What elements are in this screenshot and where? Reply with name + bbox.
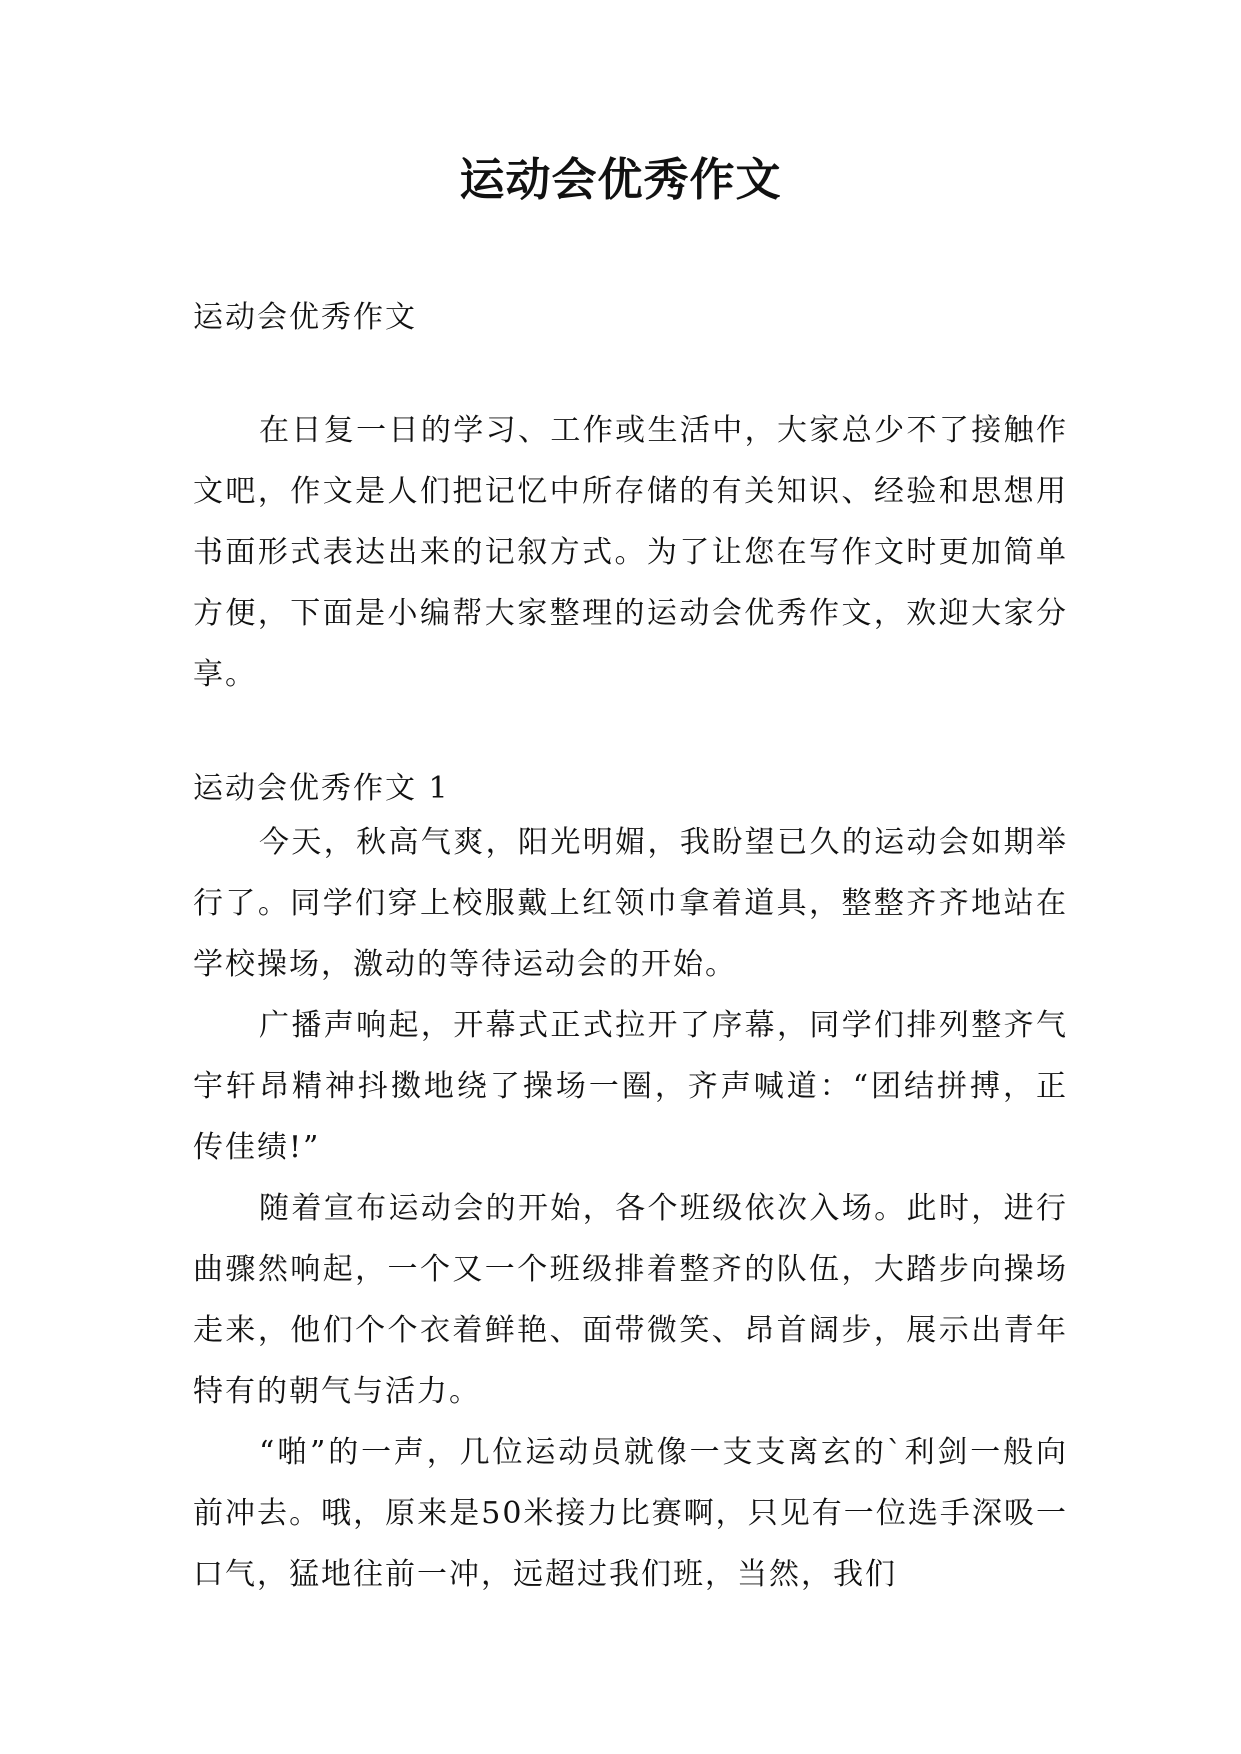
intro-paragraph: 在日复一日的学习、工作或生活中，大家总少不了接触作文吧，作文是人们把记忆中所存储的有关知识、经验和思想用书面形式表达出来的记叙方式。为了让您在写作文时更加简单方便，下面是小编帮大家整理的运动会优秀作文，欢迎大家分享。 xyxy=(193,413,1068,692)
section-heading: 运动会优秀作文 1 xyxy=(193,771,450,806)
intro-section xyxy=(193,400,1068,705)
document-title: 运动会优秀作文 xyxy=(459,153,782,206)
essay-paragraph-3: 随着宣布运动会的开始，各个班级依次入场。此时，进行曲骤然响起，一个又一个班级排着整齐的队伍，大踏步向操场走来，他们个个衣着鲜艳、面带微笑、昂首阔步，展示出青年特有的朝气与活力。 xyxy=(193,1191,1068,1409)
essay-paragraph-1: 今天，秋高气爽，阳光明媚，我盼望已久的运动会如期举行了。同学们穿上校服戴上红领巾拿着道具，整整齐齐地站在学校操场，激动的等待运动会的开始。 xyxy=(193,825,1068,982)
essay-body xyxy=(193,812,1068,1605)
document-subtitle: 运动会优秀作文 xyxy=(193,300,417,335)
essay-paragraph-2: 广播声响起，开幕式正式拉开了序幕，同学们排列整齐气宇轩昂精神抖擞地绕了操场一圈，齐声喊道：“团结拼搏，正传佳绩!” xyxy=(193,1008,1068,1165)
essay-paragraph-4: “啪”的一声，几位运动员就像一支支离玄的`利剑一般向前冲去。哦，原来是50米接力比赛啊，只见有一位选手深吸一口气，猛地往前一冲，远超过我们班，当然，我们 xyxy=(193,1435,1068,1592)
